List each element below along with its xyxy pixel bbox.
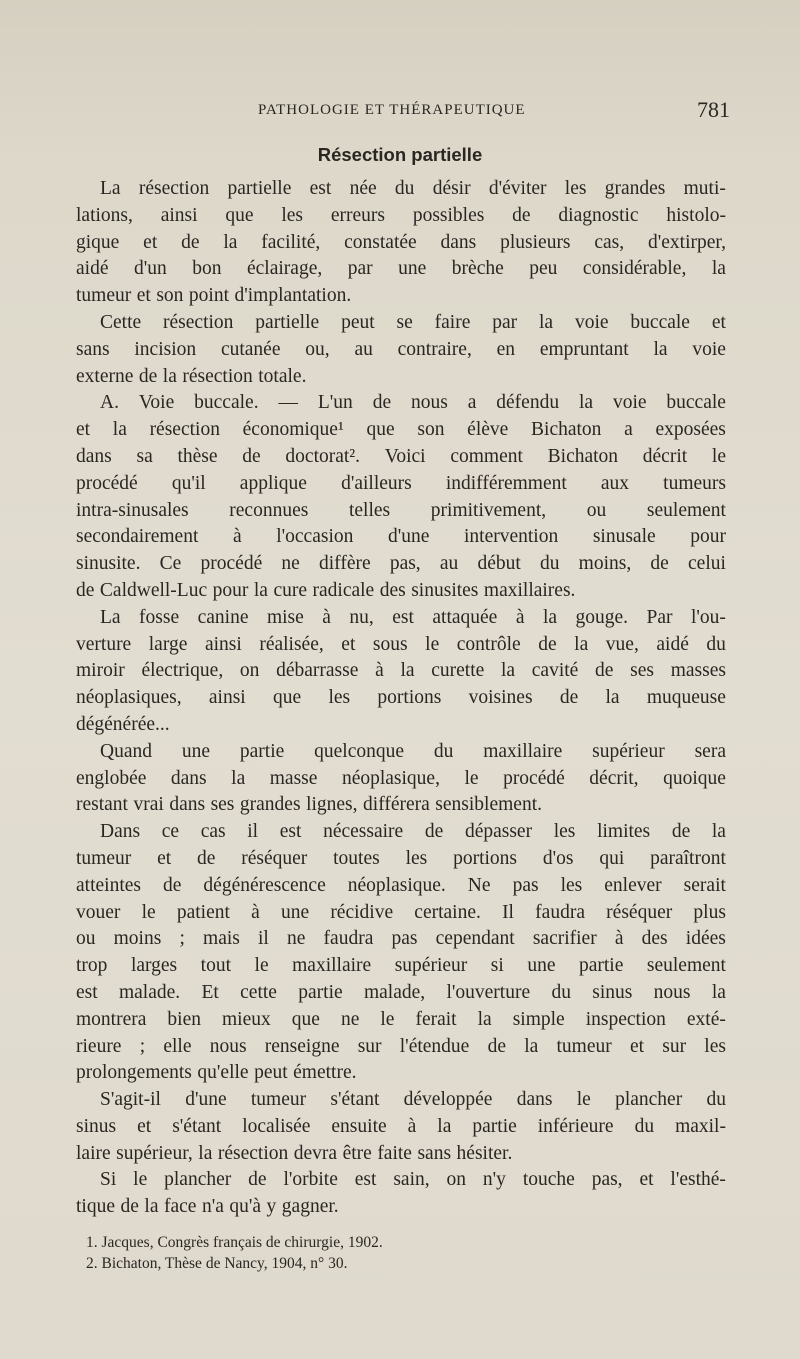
text-line: Cette résection partielle peut se faire par la voie buccale et: [100, 311, 726, 333]
footnotes: [86, 1232, 686, 1274]
text-line: Quand une partie quelconque du maxillaire supérieur sera: [100, 740, 726, 762]
text-line: vouer le patient à une récidive certaine. Il faudra réséquer plus: [76, 901, 726, 923]
text-line: trop larges tout le maxillaire supérieur si une partie seulement: [76, 955, 726, 977]
text-line: externe de la résection totale.: [76, 365, 307, 387]
page-header: [258, 97, 730, 128]
running-title: PATHOLOGIE ET THÉRAPEUTIQUE: [258, 102, 526, 118]
footnote-1: 1. Jacques, Congrès français de chirurgie, 1902.: [86, 1234, 383, 1251]
text-line: rieure ; elle nous renseigne sur l'étendue de la tumeur et sur les: [76, 1035, 726, 1057]
text-line: gique et de la facilité, constatée dans plusieurs cas, d'extirper,: [76, 231, 726, 253]
text-line: A. Voie buccale. — L'un de nous a défendu la voie buccale: [100, 392, 726, 414]
text-line: Dans ce cas il est nécessaire de dépasser les limites de la: [100, 821, 726, 843]
text-line: laire supérieur, la résection devra être faite sans hésiter.: [76, 1142, 513, 1164]
text-line: et la résection économique¹ que son élève Bichaton a exposées: [76, 419, 726, 441]
text-line: aidé d'un bon éclairage, par une brèche peu considérable, la: [76, 258, 726, 280]
text-line: sans incision cutanée ou, au contraire, en empruntant la voie: [76, 338, 726, 360]
text-line: Si le plancher de l'orbite est sain, on n'y touche pas, et l'esthé-: [100, 1169, 726, 1191]
text-line: prolongements qu'elle peut émettre.: [76, 1062, 357, 1084]
text-line: est malade. Et cette partie malade, l'ouverture du sinus nous la: [76, 981, 726, 1003]
text-line: restant vrai dans ses grandes lignes, différera sensiblement.: [76, 794, 542, 816]
text-line: sinus et s'étant localisée ensuite à la partie inférieure du maxil-: [76, 1115, 726, 1137]
text-line: intra-sinusales reconnues telles primitivement, ou seulement: [76, 499, 726, 521]
section-title: Résection partielle: [317, 144, 483, 165]
text-line: lations, ainsi que les erreurs possibles de diagnostic histolo-: [76, 204, 726, 226]
text-line: miroir électrique, on débarrasse à la curette la cavité de ses masses: [76, 660, 726, 682]
text-line: de Caldwell-Luc pour la cure radicale des sinusites maxillaires.: [76, 579, 576, 601]
text-line: tique de la face n'a qu'à y gagner.: [76, 1196, 339, 1218]
text-line: S'agit-il d'une tumeur s'étant développée dans le plancher du: [100, 1089, 726, 1111]
footnote-2: 2. Bichaton, Thèse de Nancy, 1904, n° 30.: [86, 1255, 348, 1272]
text-line: verture large ainsi réalisée, et sous le contrôle de la vue, aidé du: [76, 633, 726, 655]
text-line: dans sa thèse de doctorat². Voici comment Bichaton décrit le: [76, 445, 726, 467]
page-number: 781: [697, 97, 730, 122]
text-line: ou moins ; mais il ne faudra pas cependant sacrifier à des idées: [76, 928, 726, 950]
text-line: sinusite. Ce procédé ne diffère pas, au début du moins, de celui: [76, 553, 726, 575]
text-line: tumeur et son point d'implantation.: [76, 285, 352, 307]
text-line: La résection partielle est née du désir d'éviter les grandes muti-: [100, 178, 726, 199]
text-line: néoplasiques, ainsi que les portions voisines de la muqueuse: [76, 687, 726, 709]
text-line: tumeur et de réséquer toutes les portions d'os qui paraîtront: [76, 847, 726, 869]
text-line: La fosse canine mise à nu, est attaquée à la gouge. Par l'ou-: [100, 606, 726, 628]
text-line: montrera bien mieux que ne le ferait la simple inspection exté-: [76, 1008, 726, 1030]
body-text: [76, 176, 726, 1221]
text-line: secondairement à l'occasion d'une intervention sinusale pour: [76, 526, 726, 548]
text-line: englobée dans la masse néoplasique, le procédé décrit, quoique: [76, 767, 726, 789]
text-line: dégénérée...: [76, 713, 170, 735]
text-line: procédé qu'il applique d'ailleurs indifféremment aux tumeurs: [76, 472, 726, 494]
text-line: atteintes de dégénérescence néoplasique. Ne pas les enlever serait: [76, 874, 726, 896]
